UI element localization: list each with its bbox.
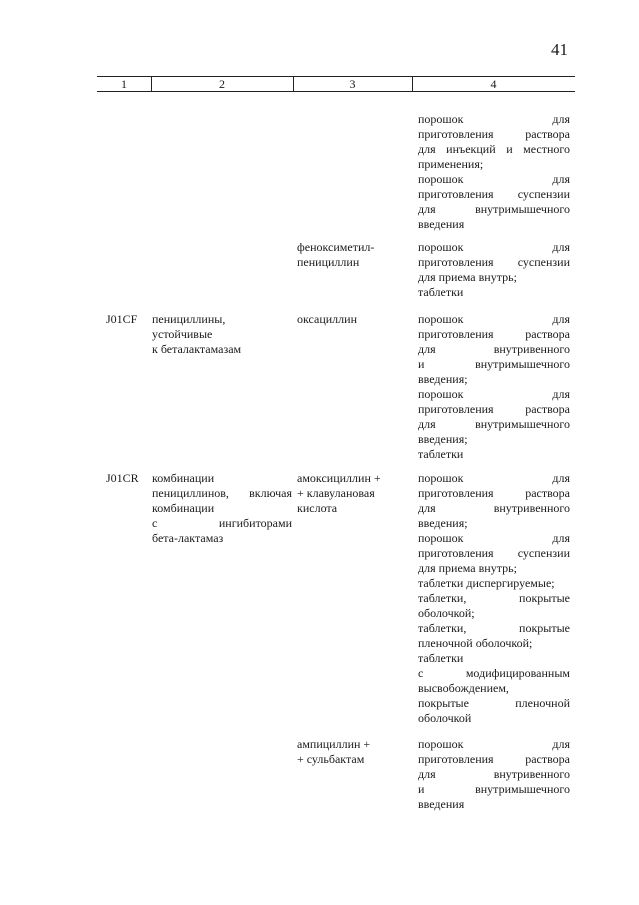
form-line: введения bbox=[418, 797, 465, 811]
group-line: пенициллины, bbox=[152, 312, 226, 326]
form-line: введения; bbox=[418, 372, 468, 386]
form-line: порошок для bbox=[418, 471, 570, 485]
form-line: приготовления суспензии bbox=[418, 255, 570, 269]
form-line: применения; bbox=[418, 157, 484, 171]
form-line: приготовления раствора bbox=[418, 486, 570, 500]
drug-name bbox=[297, 240, 409, 270]
drug-line: + сульбактам bbox=[297, 752, 365, 766]
form-line: таблетки bbox=[418, 447, 464, 461]
form-line: приготовления раствора bbox=[418, 752, 570, 766]
form-line: для приема внутрь; bbox=[418, 270, 517, 284]
form-line: пленочной оболочкой; bbox=[418, 636, 533, 650]
group-line: с ингибиторами bbox=[152, 516, 292, 530]
form-line: для внутривенного bbox=[418, 342, 570, 356]
form-line: приготовления суспензии bbox=[418, 187, 570, 201]
form-line: введения; bbox=[418, 432, 468, 446]
drug-line: кислота bbox=[297, 501, 338, 515]
group-line: бета-лактамаз bbox=[152, 531, 224, 545]
dosage-forms bbox=[418, 471, 570, 726]
form-line: приготовления раствора bbox=[418, 327, 570, 341]
form-line: покрытые пленочной bbox=[418, 696, 570, 710]
form-line: приготовления суспензии bbox=[418, 546, 570, 560]
table-header bbox=[97, 76, 575, 92]
form-line: с модифицированным bbox=[418, 666, 570, 680]
group-line: комбинации bbox=[152, 501, 215, 515]
group-line: к беталактамазам bbox=[152, 342, 242, 356]
form-line: введения; bbox=[418, 516, 468, 530]
form-line: для приема внутрь; bbox=[418, 561, 517, 575]
drug-line: + клавулановая bbox=[297, 486, 375, 500]
form-line: и внутримышечного bbox=[418, 782, 570, 796]
atc-code: J01CF bbox=[106, 312, 138, 326]
form-line: порошок для bbox=[418, 312, 570, 326]
drug-name bbox=[297, 737, 409, 767]
form-line: таблетки bbox=[418, 651, 464, 665]
page-number: 41 bbox=[551, 40, 568, 59]
header-col-3: 3 bbox=[349, 77, 356, 91]
form-line: оболочкой; bbox=[418, 606, 475, 620]
form-line: таблетки bbox=[418, 285, 464, 299]
form-line: для внутримышечного bbox=[418, 417, 570, 431]
form-line: для внутривенного bbox=[418, 767, 570, 781]
drug-line: оксациллин bbox=[297, 312, 357, 326]
group-line: устойчивые bbox=[152, 327, 213, 341]
form-line: порошок для bbox=[418, 172, 570, 186]
drug-line: пенициллин bbox=[297, 255, 360, 269]
pharmacological-group bbox=[152, 471, 292, 546]
form-line: для внутримышечного bbox=[418, 202, 570, 216]
header-col-1: 1 bbox=[121, 77, 127, 91]
drug-name bbox=[297, 471, 409, 516]
form-line: оболочкой bbox=[418, 711, 472, 725]
atc-code: J01CR bbox=[106, 471, 139, 485]
dosage-forms bbox=[418, 737, 570, 812]
form-line: приготовления раствора bbox=[418, 127, 570, 141]
form-line: и внутримышечного bbox=[418, 357, 570, 371]
form-line: таблетки, покрытые bbox=[418, 621, 570, 635]
form-line: для инъекций и местного bbox=[418, 142, 570, 156]
drug-line: амоксициллин + bbox=[297, 471, 381, 485]
form-line: порошок для bbox=[418, 112, 570, 126]
group-line: комбинации bbox=[152, 471, 215, 485]
drug-line: феноксиметил- bbox=[297, 240, 375, 254]
form-line: таблетки, покрытые bbox=[418, 591, 570, 605]
form-line: порошок для bbox=[418, 737, 570, 751]
form-line: высвобождением, bbox=[418, 681, 509, 695]
drug-name bbox=[297, 312, 409, 327]
dosage-forms bbox=[418, 312, 570, 462]
pharmacological-group bbox=[152, 312, 292, 357]
group-line: пенициллинов, включая bbox=[152, 486, 292, 500]
form-line: приготовления раствора bbox=[418, 402, 570, 416]
form-line: для внутривенного bbox=[418, 501, 570, 515]
form-line: таблетки диспергируемые; bbox=[418, 576, 555, 590]
dosage-forms bbox=[418, 240, 570, 300]
dosage-forms bbox=[418, 112, 570, 232]
form-line: введения bbox=[418, 217, 465, 231]
header-col-4: 4 bbox=[490, 77, 497, 91]
form-line: порошок для bbox=[418, 240, 570, 254]
form-line: порошок для bbox=[418, 387, 570, 401]
form-line: порошок для bbox=[418, 531, 570, 545]
drug-line: ампициллин + bbox=[297, 737, 371, 751]
header-col-2: 2 bbox=[219, 77, 225, 91]
